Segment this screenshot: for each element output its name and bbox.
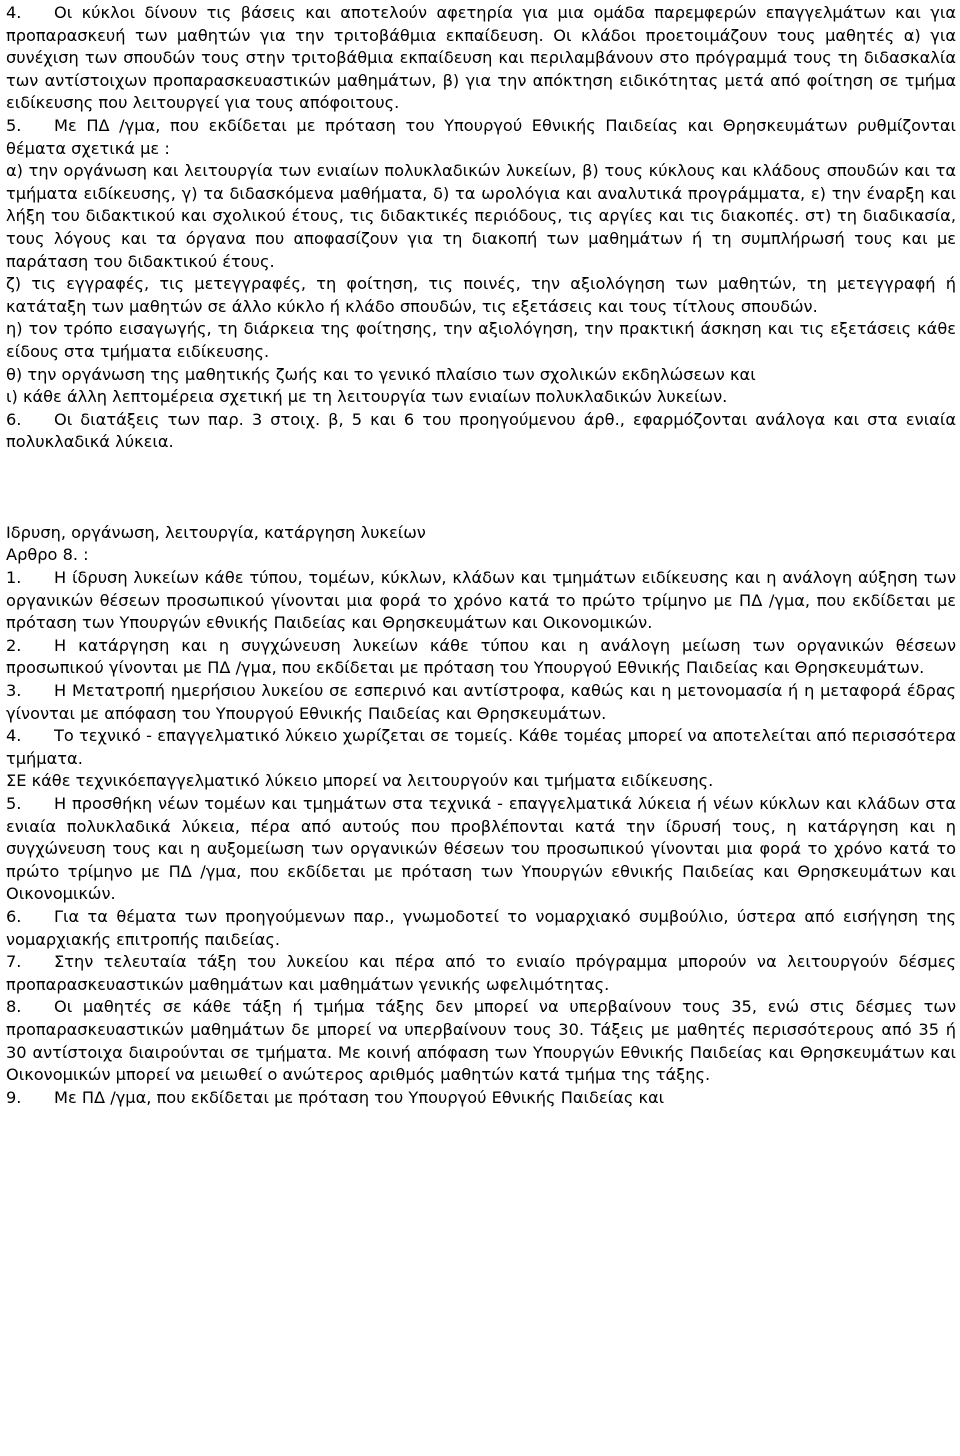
article-paragraph-8	[6, 996, 956, 1086]
paragraph-text: Η ίδρυση λυκείων κάθε τύπου, τομέων, κύκλων, κλάδων και τμημάτων ειδίκευσης και η ανάλογη αύξηση των οργανικών θέσεων προσωπικού γίνονται μια φορά το χρόνο κατά το πρώτο τρίμηνο με ΠΔ /γμα, που εκδίδεται με πρόταση των Υπουργών εθνικής Παιδείας και Θρησκευμάτων και Οικονομικών.	[6, 568, 956, 633]
article-paragraph-1	[6, 567, 956, 635]
paragraph-text: Η προσθήκη νέων τομέων και τμημάτων στα τεχνικά - επαγγελματικά λύκεια ή νέων κύκλων και κλάδων στα ενιαία πολυκλαδικά λύκεια, πέρα από αυτούς που προβλέπονται κατά την ίδρυσή τους, η κατάργηση και η συγχώνευση τους και η αυξομείωση των οργανικών θέσεων του προσωπικού γίνονται μια φορά το χρόνο κατά το πρώτο τρίμηνο με ΠΔ /γμα, που εκδίδεται με πρόταση των Υπουργών εθνικής Παιδείας και Θρησκευμάτων και Οικονομικών.	[6, 794, 956, 904]
list-item-iota	[6, 386, 956, 409]
paragraph-number: 6.	[6, 906, 22, 926]
paragraph-6	[6, 409, 956, 454]
list-item-z	[6, 273, 956, 318]
paragraph-number: 1.	[6, 568, 22, 588]
paragraph-number: 3.	[6, 681, 22, 701]
paragraph-text: Για τα θέματα των προηγούμενων παρ., γνωμοδοτεί το νομαρχιακό συμβούλιο, ύστερα από εισήγηση της νομαρχιακής επιτροπής παιδείας.	[6, 906, 956, 949]
paragraph-number: 4.	[6, 726, 22, 746]
article-paragraph-9	[6, 1087, 956, 1110]
paragraph-number: 4.	[6, 3, 22, 22]
list-item-i	[6, 318, 956, 363]
paragraph-number: 8.	[6, 997, 22, 1017]
paragraph-text: Οι κύκλοι δίνουν τις βάσεις και αποτελούν αφετηρία για μια ομάδα παρεμφερών επαγγελμάτων και για προπαρασκευή των μαθητών για την τριτοβάθμια εκπαίδευση. Οι κλάδοι προετοιμάζουν τους μαθητές α) για συνέχιση των σπουδών τους στην τριτοβάθμια εκπαίδευση και περιλαμβάνουν στο πρόγραμμά τους τη διδασκαλία των αντίστοιχων προπαρασκευαστικών μαθημάτων, β) για την απόκτηση ειδικότητας μετά από φοίτηση σε τμήμα ειδίκευσης που λειτουργεί για τους απόφοιτους.	[6, 3, 956, 113]
paragraph-number: 7.	[6, 952, 22, 972]
paragraph-text: Η κατάργηση και η συγχώνευση λυκείων κάθε τύπου και η ανάλογη μείωση των οργανικών θέσεων προσωπικού γίνονται με ΠΔ /γμα, που εκδίδεται με πρόταση του Υπουργού Εθνικής Παιδείας και Θρησκευμάτων.	[6, 635, 956, 678]
paragraph-text: Οι μαθητές σε κάθε τάξη ή τμήμα τάξης δεν μπορεί να υπερβαίνουν τους 35, ενώ στις δέσμες των προπαρασκευαστικών μαθημάτων δε μπορεί να υπερβαίνουν τους 30. Τάξεις με μαθητές περισσότερους από 35 ή 30 αντίστοιχα διαιρούνται σε τμήματα. Με κοινή απόφαση των Υπουργών Εθνικής Παιδείας και Θρησκευμάτων και Οικονομικών μπορεί να μειωθεί ο ανώτερος αριθμός μαθητών κατά τμήμα της τάξης.	[6, 997, 956, 1085]
paragraph-text: ΣΕ κάθε τεχνικόεπαγγελματικό λύκειο μπορεί να λειτουργούν και τμήματα ειδίκευσης.	[6, 771, 714, 791]
article-paragraph-4-note	[6, 770, 956, 793]
article-paragraph-6	[6, 906, 956, 951]
section-heading: Ιδρυση, οργάνωση, λειτουργία, κατάργηση λυκείων	[6, 522, 426, 542]
article-paragraph-7	[6, 951, 956, 996]
article-paragraph-2	[6, 635, 956, 680]
paragraph-number: 5.	[6, 115, 22, 135]
paragraph-text: ι) κάθε άλλη λεπτομέρεια σχετική με τη λειτουργία των ενιαίων πολυκλαδικών λυκείων.	[6, 387, 728, 407]
paragraph-text: Με ΠΔ /γμα, που εκδίδεται με πρόταση του Υπουργού Εθνικής Παιδείας και Θρησκευμάτων ρυθμίζονται θέματα σχετικά με :	[6, 115, 956, 158]
paragraph-text: Η Μετατροπή ημερήσιου λυκείου σε εσπερινό και αντίστροφα, καθώς και η μετονομασία ή η μεταφορά έδρας γίνονται με απόφαση του Υπουργού Εθνικής Παιδείας και Θρησκευμάτων.	[6, 681, 956, 723]
paragraph-text: η) τον τρόπο εισαγωγής, τη διάρκεια της φοίτησης, την αξιολόγηση, την πρακτική άσκηση και τις εξετάσεις κάθε είδους στα τμήματα ειδίκευσης.	[6, 319, 956, 361]
list-item-th	[6, 364, 956, 387]
paragraph-4	[6, 2, 956, 115]
article-title: Αρθρο 8. :	[6, 545, 89, 565]
article-paragraph-3	[6, 680, 956, 725]
paragraph-text: Με ΠΔ /γμα, που εκδίδεται με πρόταση του Υπουργού Εθνικής Παιδείας και	[54, 1087, 665, 1107]
article-paragraph-5	[6, 793, 956, 906]
article-paragraph-4	[6, 725, 956, 770]
document-page	[6, 2, 956, 1109]
list-item-a	[6, 160, 956, 273]
paragraph-text: α) την οργάνωση και λειτουργία των ενιαίων πολυκλαδικών λυκείων, β) τους κύκλους και κλάδους σπουδών και τα τμήματα ειδίκευσης, γ) τα διδασκόμενα μαθήματα, δ) τα ωρολόγια και αναλυτικά προγράμματα, ε) την έναρξη και λήξη του διδακτικού και σχολικού έτους, τις διδακτικές περιόδους, τις αργίες και τις διακοπές. στ) τη διαδικασία, τους λόγους και τα όργανα που αποφασίζουν για τη διακοπή των μαθημάτων ή τη συμπλήρωσή τους και με παράταση του διδακτικού έτους.	[6, 161, 956, 271]
paragraph-number: 2.	[6, 635, 22, 655]
paragraph-text: ζ) τις εγγραφές, τις μετεγγραφές, τη φοίτηση, τις ποινές, την αξιολόγηση των μαθητών, τη μετεγγραφή ή κατάταξη των μαθητών σε άλλο κύκλο ή κλάδο σπουδών, τις εξετάσεις και τους τίτλους σπουδών.	[6, 274, 956, 316]
paragraph-number: 5.	[6, 794, 22, 813]
section-spacer	[6, 454, 956, 522]
paragraph-text: Στην τελευταία τάξη του λυκείου και πέρα από το ενιαίο πρόγραμμα μπορούν να λειτουργούν δέσμες προπαρασκευαστικών μαθημάτων και μαθημάτων γενικής ωφελιμότητας.	[6, 952, 956, 994]
paragraph-text: Οι διατάξεις των παρ. 3 στοιχ. β, 5 και 6 του προηγούμενου άρθ., εφαρμόζονται ανάλογα και στα ενιαία πολυκλαδικά λύκεια.	[6, 409, 956, 452]
paragraph-5	[6, 115, 956, 160]
paragraph-text: Το τεχνικό - επαγγελματικό λύκειο χωρίζεται σε τομείς. Κάθε τομέας μπορεί να αποτελείται από περισσότερα τμήματα.	[6, 726, 956, 768]
paragraph-text: θ) την οργάνωση της μαθητικής ζωής και το γενικό πλαίσιο των σχολικών εκδηλώσεων και	[6, 364, 756, 384]
paragraph-number: 9.	[6, 1087, 22, 1107]
paragraph-number: 6.	[6, 409, 22, 429]
